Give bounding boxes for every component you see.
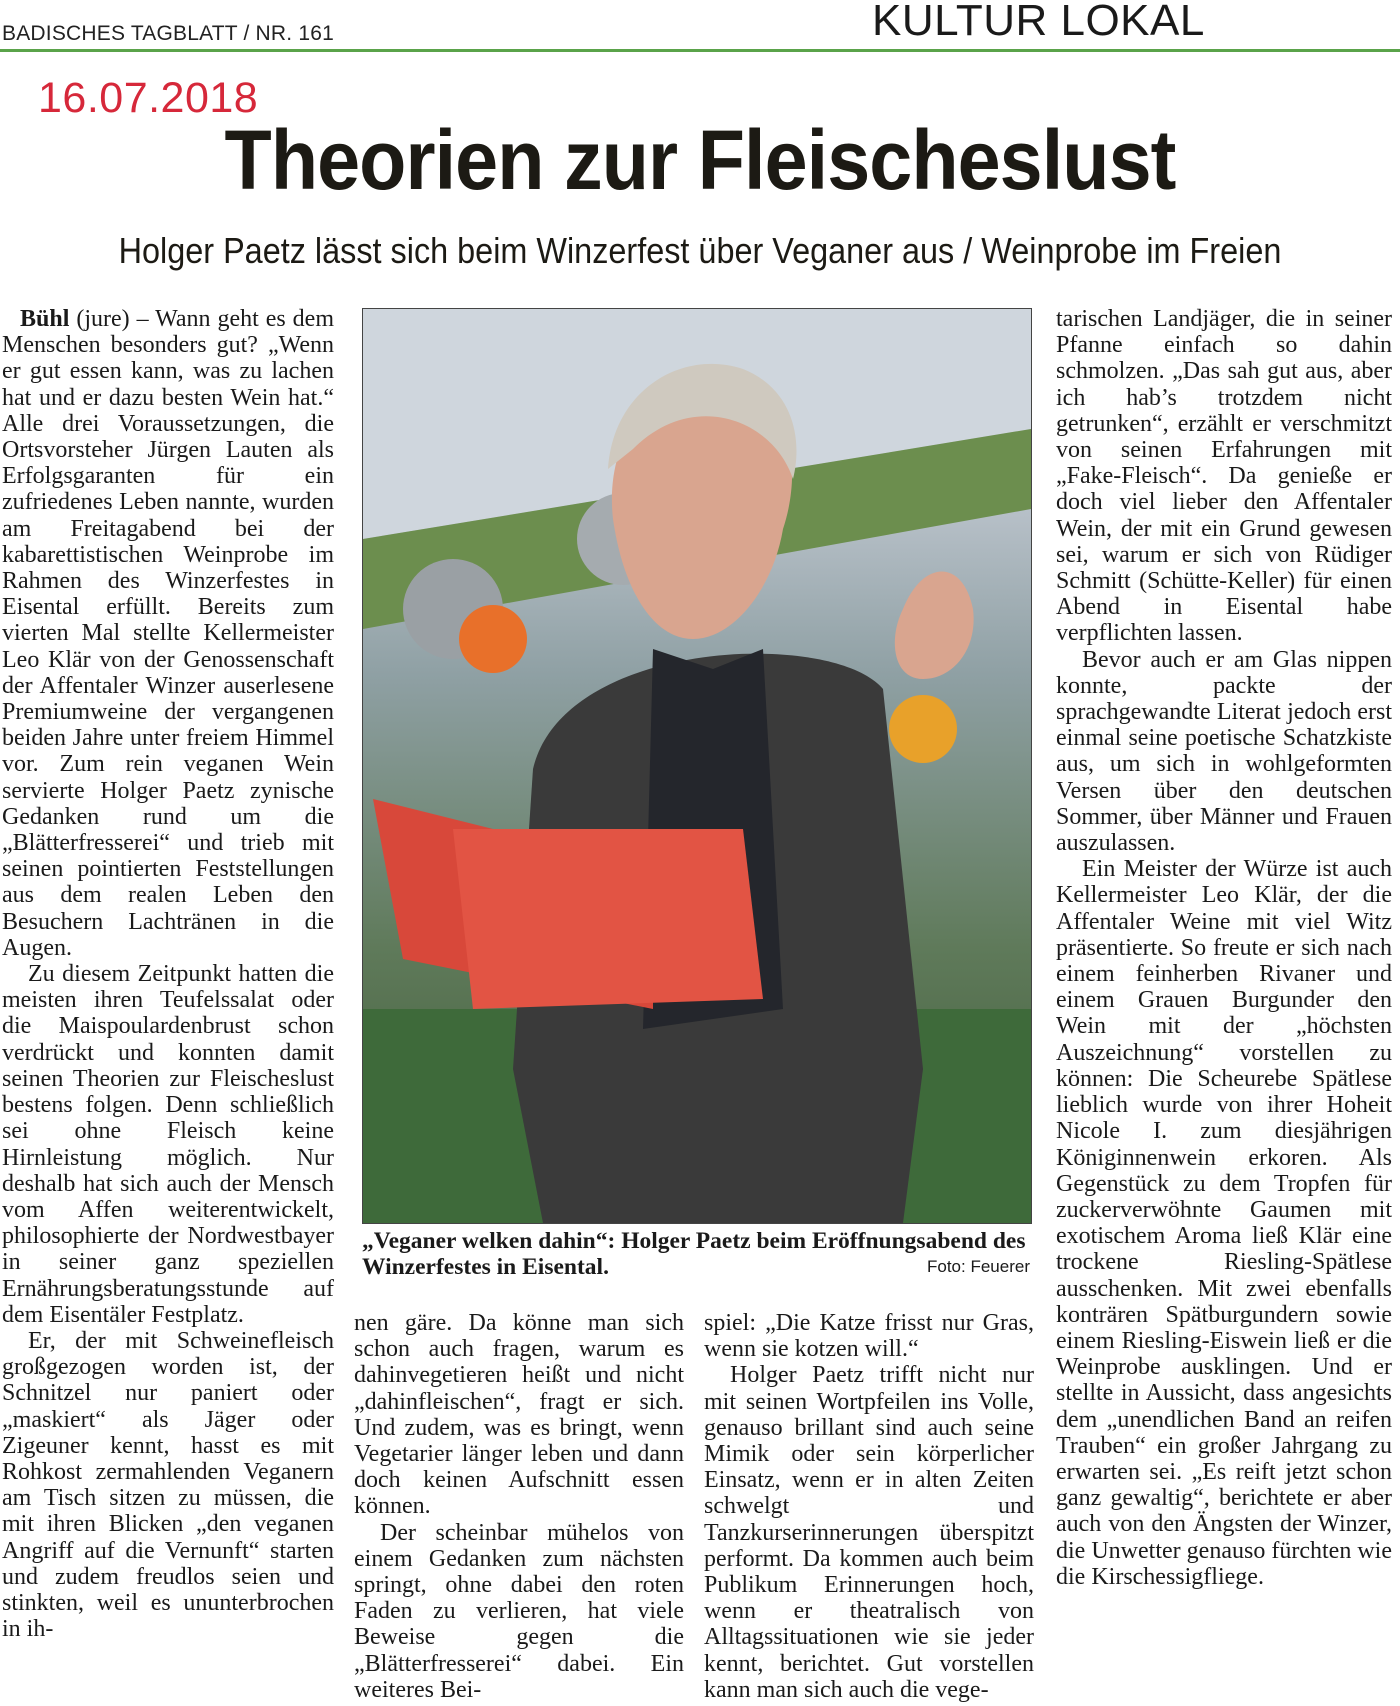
paragraph: Holger Paetz trifft nicht nur mit seinen Wortpfeilen ins Volle, genauso brillant sind auch seine Mimik oder sein körperlicher Einsatz, wenn er in alten Zeiten schwelgt und Tanzkurserinnerungen überspitzt performt. Da kommen auch beim Publikum Erinnerungen hoch, wenn er theatralisch von Alltagssituationen wie sie jeder kennt, berichtet. Gut vorstellen kann man sich auch die vege- xyxy=(704,1362,1034,1702)
article-subheadline: Holger Paetz lässt sich beim Winzerfest über Veganer aus / Weinprobe im Freien xyxy=(118,230,1282,271)
article-headline: Theorien zur Fleischeslust xyxy=(224,113,1176,207)
paragraph xyxy=(2,306,334,961)
paragraph: spiel: „Die Katze frisst nur Gras, wenn sie kotzen will.“ xyxy=(704,1310,1034,1363)
caption-text: „Veganer welken dahin“: Holger Paetz beim Eröffnungsabend des Winzerfestes in Eisental. xyxy=(362,1228,1026,1280)
paragraph: Bevor auch er am Glas nippen konnte, packte der sprachgewandte Literat jedoch erst einmal seine poetische Schatzkiste aus, um sich in wohlgeformten Versen über den deutschen Sommer, über Männer und Frauen auszulassen. xyxy=(1056,646,1392,857)
paragraph: tarischen Landjäger, die in seiner Pfanne einfach so dahin schmolzen. „Das sah gut aus, aber ich hab’s trotzdem nicht getrunken“, erzählt er verschmitzt von seinen Erfahrungen mit „Fake-Fleisch“. Da genieße er doch viel lieber den Affentaler Wein, der mit ein Grund gewesen sei, warum er sich von Rüdiger Schmitt (Schütte-Keller) für einen Abend in Eisental habe verpflichten lassen. xyxy=(1056,306,1392,647)
paragraph: nen gäre. Da könne man sich schon auch fragen, warum es dahinvegetieren heißt und nicht „dahinfleischen“, fragt er sich. Und zudem, was es bringt, wenn Vegetarier länger leben und dann doch keinen Aufschnitt essen können. xyxy=(354,1310,684,1520)
photo-credit: Foto: Feuerer xyxy=(927,1257,1030,1276)
performer-photo-illustration xyxy=(363,309,1031,1223)
header-rule xyxy=(0,49,1400,52)
publication-date: 16.07.2018 xyxy=(38,74,259,122)
article-column-4 xyxy=(1056,306,1392,1702)
paragraph-text: (jure) – Wann geht es dem Menschen besonders gut? „Wenn er gut essen kann, was zu lachen hat und er dazu besten Wein hat.“ Alle drei Voraussetzungen, die Ortsvorsteher Jürgen Lauten als Erfolgsgaranten für ein zufriedenes Leben nannte, wurden am Freitagabend bei der kabarettistischen Weinprobe im Rahmen des Winzerfestes in Eisental erfüllt. Bereits zum vierten Mal stellte Kellermeister Leo Klär von der Genossenschaft der Affentaler Winzer auserlesene Premiumweine der vergangenen beiden Jahre unter freiem Himmel vor. Zum rein veganen Wein servierte Holger Paetz zynische Gedanken rund um die „Blätterfresserei“ und trieb mit seinen pointierten Feststellungen aus dem realen Leben den Besuchern Lachtränen in die Augen. xyxy=(2,306,334,961)
article-column-3 xyxy=(704,1310,1034,1702)
paragraph: Zu diesem Zeitpunkt hatten die meisten ihren Teufelssalat oder die Maispoulardenbrust schon verdrückt und konnten damit seinen Theorien zur Fleischeslust bestens folgen. Denn schließlich sei ohne Fleisch keine Hirnleistung möglich. Nur deshalb hat sich auch der Mensch vom Affen weiterentwickelt, philosophierte der Nordwestbayer in seiner ganz speziellen Ernährungsberatungsstunde auf dem Eisentäler Festplatz. xyxy=(2,961,334,1328)
article-column-2 xyxy=(354,1310,684,1702)
masthead xyxy=(0,0,1400,54)
section-title: KULTUR LOKAL xyxy=(872,0,1205,45)
article-photo xyxy=(362,308,1032,1224)
photo-caption xyxy=(362,1228,1030,1280)
newspaper-name: BADISCHES TAGBLATT / NR. 161 xyxy=(2,22,334,45)
dateline: Bühl xyxy=(20,306,70,332)
paragraph: Er, der mit Schweinefleisch großgezogen worden ist, der Schnitzel nur paniert oder „maskiert“ als Jäger oder Zigeuner kennt, hasst es mit Rohkost zermahlenden Veganern am Tisch sitzen zu müssen, die mit ihren Blicken „den veganen Angriff auf die Vernunft“ starten und zudem freudlos seien und stinkten, weil es ununterbrochen in ih- xyxy=(2,1327,334,1643)
paragraph: Der scheinbar mühelos von einem Gedanken zum nächsten springt, ohne dabei den roten Faden zu verlieren, hat viele Beweise gegen die „Blätterfresserei“ dabei. Ein weiteres Bei- xyxy=(354,1519,684,1702)
article-column-1 xyxy=(2,306,334,1702)
paragraph: Ein Meister der Würze ist auch Kellermeister Leo Klär, der die Affentaler Weine mit viel Witz präsentierte. So freute er sich nach einem feinherben Rivaner und einem Grauen Burgunder den Wein mit der „höchsten Auszeichnung“ vorstellen zu können: Die Scheurebe Spätlese lieblich wurde von ihrer Hoheit Nicole I. zum diesjährigen Königinnenwein erkoren. Als Gegenstück zu dem Tropfen für zuckerverwöhnte Gaumen mit exotischem Aroma ließ Klär eine trockene Riesling-Spätlese ausschenken. Mit zwei ebenfalls konträren Spätburgundern sowie einem Riesling-Eiswein ließ er die Weinprobe ausklingen. Und er stellte in Aussicht, dass angesichts dem „unendlichen Band an reifen Trauben“ ein großer Jahrgang zu erwarten sei. „Es reift jetzt schon ganz gewaltig“, berichtete er aber auch von den Ängsten der Winzer, die Unwetter genauso fürchten wie die Kirschessigfliege. xyxy=(1056,856,1392,1590)
